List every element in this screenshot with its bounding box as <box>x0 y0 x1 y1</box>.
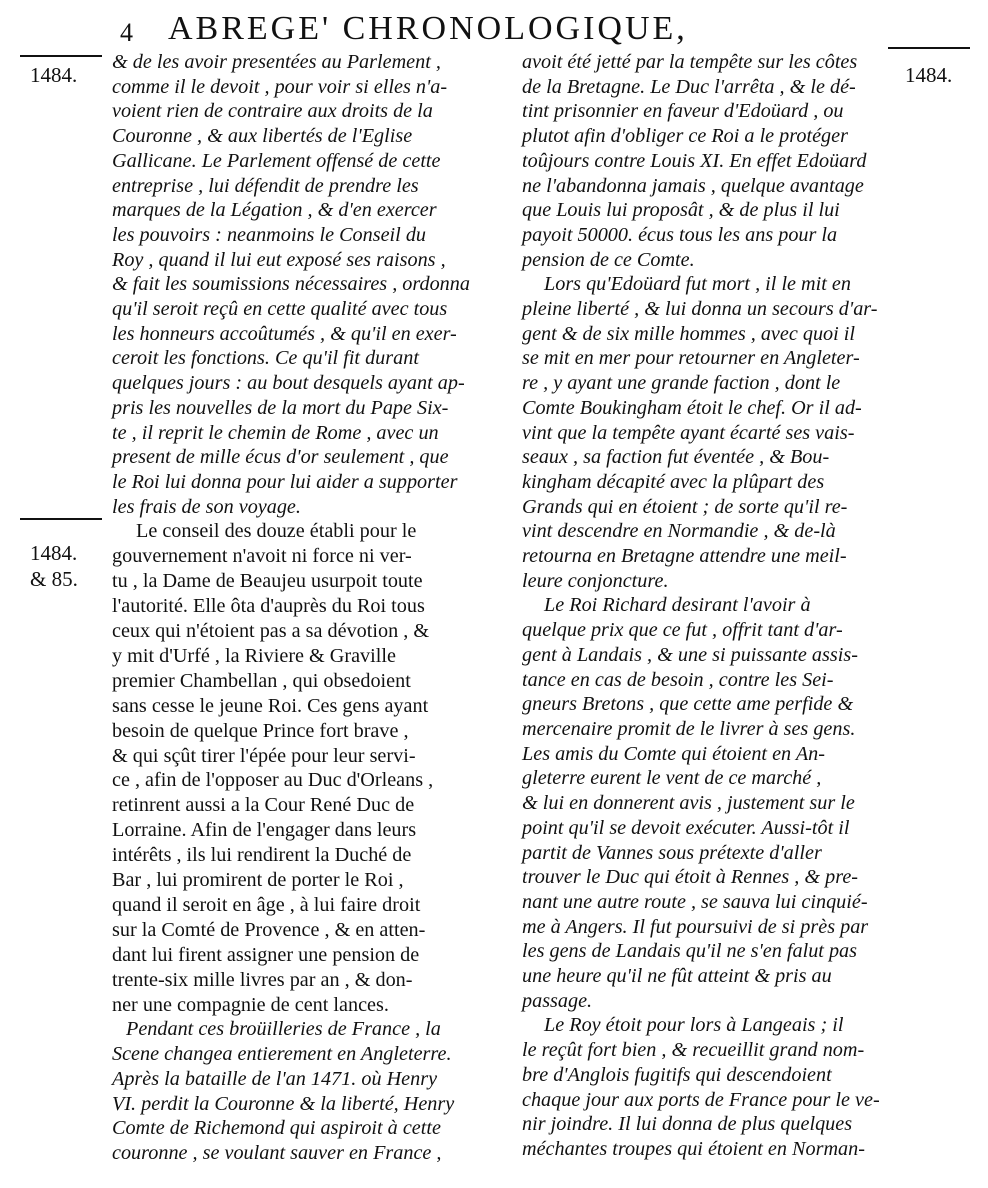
right-column <box>522 50 882 1162</box>
right-paragraph-4: Le Roy étoit pour lors à Langeais ; il le reçût fort bien , & recueillit grand nom- bre d'Anglois fugitifs qui descendoient chaque jour aux ports de France pour le ve- nir joindre. Il lui donna de plus quelques méchantes troupes qui étoient en Norman- <box>522 1014 880 1160</box>
running-title: ABREGE' CHRONOLOGIQUE, <box>168 10 688 47</box>
margin-year-right-top: 1484. <box>905 63 953 87</box>
left-margin-rule-mid <box>20 518 102 520</box>
margin-year-left-top: 1484. <box>30 63 78 87</box>
right-paragraph-1: avoit été jetté par la tempête sur les côtes de la Bretagne. Le Duc l'arrêta , & le dé- tint prisonnier en faveur d'Edoüard , ou plutot afin d'obliger ce Roi a le protéger toûjours contre Louis XI. En effet Edoüard ne l'abandonna jamais , quelque avantage que Louis lui proposât , & de plus il lui payoit 50000. écus tous les ans pour la pension de ce Comte. <box>522 51 867 271</box>
right-margin-rule-top <box>888 47 970 49</box>
right-paragraph-3: Le Roi Richard desirant l'avoir à quelque prix que ce fut , offrit tant d'ar- gent à Landais , & une si puissante assis- tance en cas de besoin , contre les Sei- gneurs Bretons , que cette ame perfide & mercenaire promit de le livrer à ses gens. Les amis du Comte qui étoient en An- gleterre eurent le vent de ce marché , & lui en donnerent avis , justement sur le point qu'il se devoit exécuter. Aussi-tôt il partit de Vannes sous prétexte d'aller trouver le Duc qui étoit à Rennes , & pre- nant une autre route , se sauva lui cinquié- me à Angers. Il fut poursuivi de si près par les gens de Landais qu'il ne s'en falut pas une heure qu'il ne fût atteint & pris au passage. <box>522 594 869 1012</box>
margin-year-left-mid: 1484. & 85. <box>30 541 78 591</box>
left-paragraph-3: Pendant ces broüilleries de France , la Scene changea entierement en Angleterre. Après la bataille de l'an 1471. où Henry VI. perdit la Couronne & la liberté, Henry Comte de Richemond qui aspiroit à cette couronne , se voulant sauver en France , <box>112 1018 455 1164</box>
left-paragraph-2: Le conseil des douze établi pour le gouvernement n'avoit ni force ni ver- tu , la Dame de Beaujeu usurpoit toute l'autorité. Elle ôta d'auprès du Roi tous ceux qui n'étoient pas a sa dévotion , & y mit d'Urfé , la Riviere & Graville premier Chambellan , qui obsedoient sans cesse le jeune Roi. Ces gens ayant besoin de quelque Prince fort brave , & qui sçût tirer l'épée pour leur servi- ce , afin de l'opposer au Duc d'Orleans , retinrent aussi a la Cour René Duc de Lorraine. Afin de l'engager dans leurs intérêts , ils lui rendirent la Duché de Bar , lui promirent de porter le Roi , quand il seroit en âge , à lui faire droit sur la Comté de Provence , & en atten- dant lui firent assigner une pension de trente-six mille livres par an , & don- ner une compagnie de cent lances. <box>112 520 434 1016</box>
left-column <box>112 50 492 1166</box>
left-margin-rule-top <box>20 55 102 57</box>
left-paragraph-1: & de les avoir presentées au Parlement , comme il le devoit , pour voir si elles n'a- voient rien de contraire aux droits de la Couronne , & aux libertés de l'Eglise Gallicane. Le Parlement offensé de cette entreprise , lui défendit de prendre les marques de la Légation , & d'en exercer les pouvoirs : neanmoins le Conseil du Roy , quand il lui eut exposé ses raisons , & fait les soumissions nécessaires , ordonna qu'il seroit reçû en cette qualité avec tous les honneurs accoûtumés , & qu'il en exer- ceroit les fonctions. Ce qu'il fit durant quelques jours : au bout desquels ayant ap- pris les nouvelles de la mort du Pape Six- te , il reprit le chemin de Rome , avec un present de mille écus d'or seulement , que le Roi lui donna pour lui aider a supporter les frais de son voyage. <box>112 51 470 518</box>
page-number: 4 <box>120 18 133 47</box>
right-paragraph-2: Lors qu'Edoüard fut mort , il le mit en pleine liberté , & lui donna un secours d'ar- gent & de six mille hommes , avec quoi il se mit en mer pour retourner en Angleter- re , y ayant une grande faction , dont le Comte Boukingham étoit le chef. Or il ad- vint que la tempête ayant écarté ses vais- seaux , sa faction fut éventée , & Bou- kingham décapité avec la plûpart des Grands qui en étoient ; de sorte qu'il re- vint descendre en Normandie , & de-là retourna en Bretagne attendre une meil- leure conjoncture. <box>522 273 878 592</box>
